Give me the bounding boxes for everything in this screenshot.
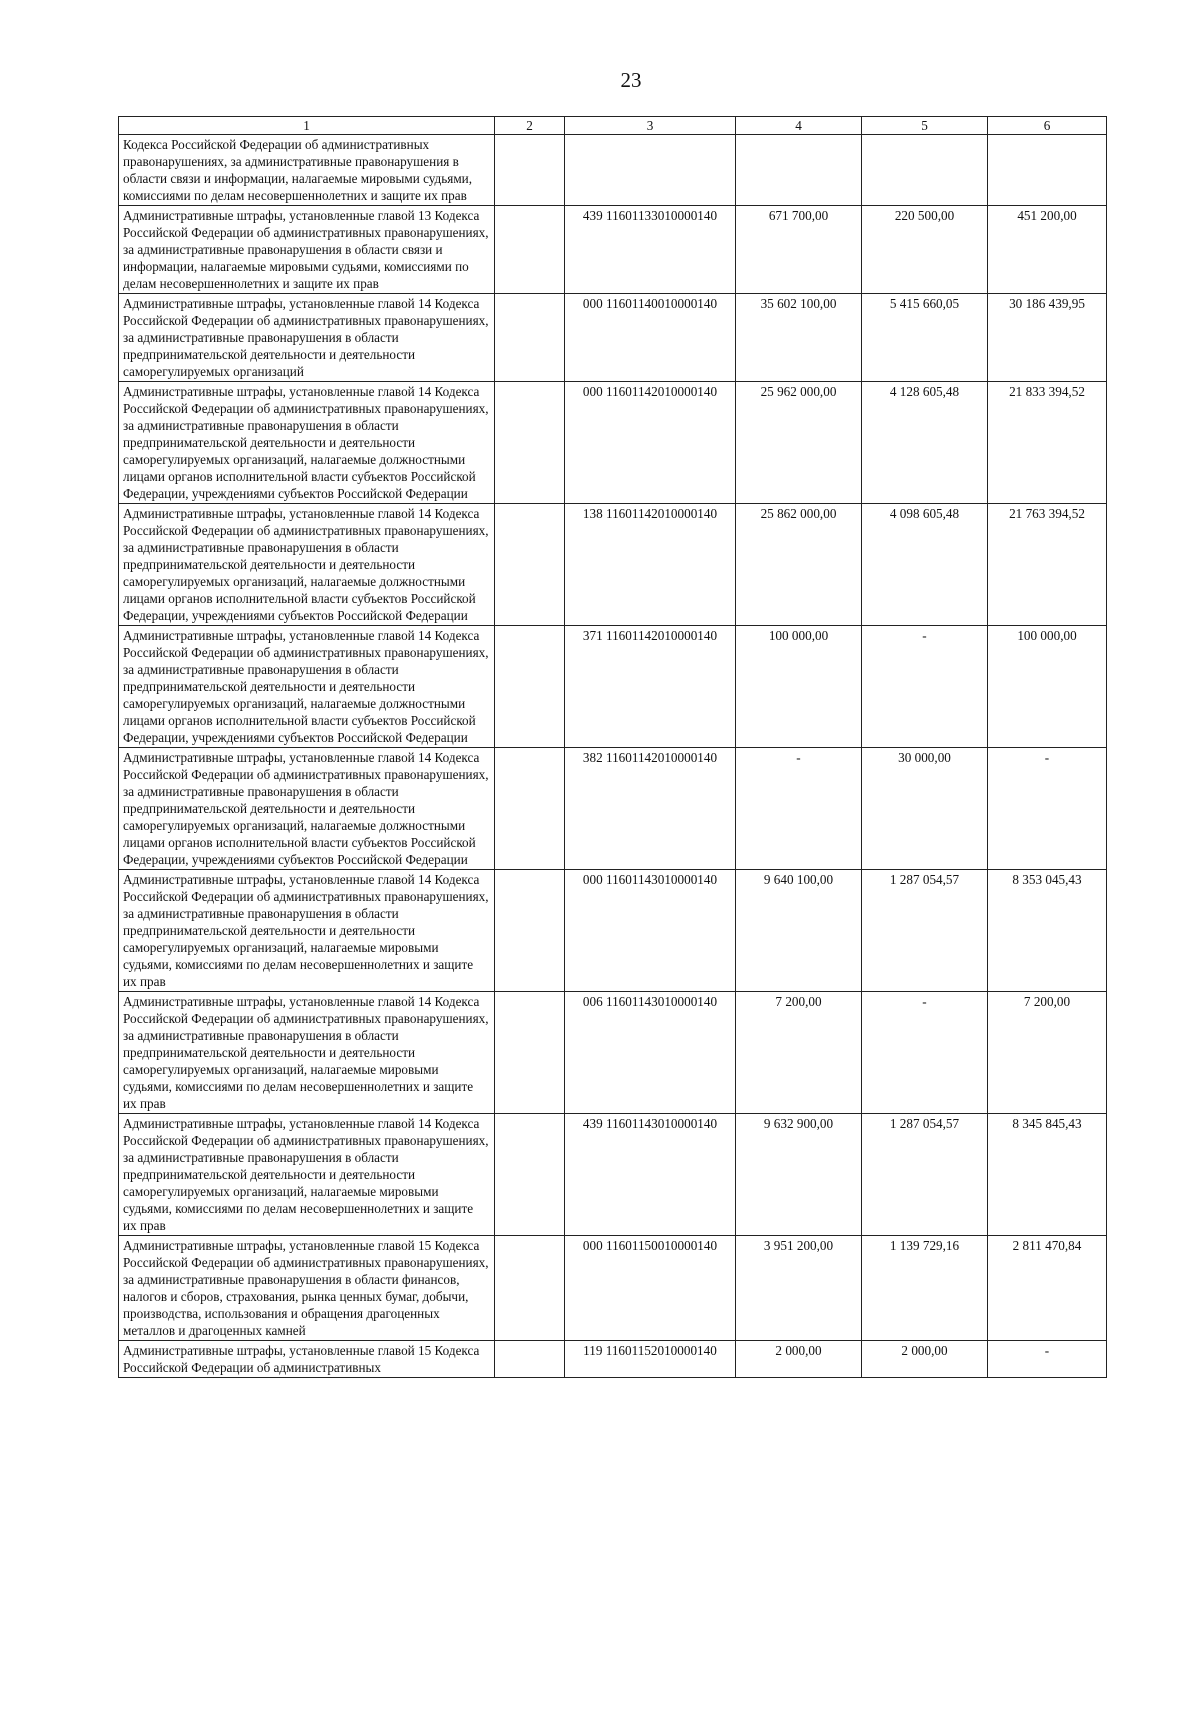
row-col5-value: 4 098 605,48 — [862, 504, 988, 626]
row-budget-code: 000 11601142010000140 — [565, 382, 736, 504]
row-budget-code: 138 11601142010000140 — [565, 504, 736, 626]
table-row — [119, 135, 1107, 206]
table-header-row — [119, 117, 1107, 135]
row-col2 — [495, 382, 565, 504]
row-description: Административные штрафы, установленные главой 14 Кодекса Российской Федерации об административных правонарушениях, за административные правонарушения в области предпринимательской деятельности и деятельности саморегулируемых организаций, налагаемые мировыми судьями, комиссиями по делам несовершеннолетних и защите их прав — [119, 870, 495, 992]
row-col5-value: - — [862, 626, 988, 748]
table-row — [119, 504, 1107, 626]
row-col2 — [495, 294, 565, 382]
row-description: Административные штрафы, установленные главой 14 Кодекса Российской Федерации об административных правонарушениях, за административные правонарушения в области предпринимательской деятельности и деятельности саморегулируемых организаций — [119, 294, 495, 382]
row-description: Административные штрафы, установленные главой 13 Кодекса Российской Федерации об административных правонарушениях, за административные правонарушения в области связи и информации, налагаемые мировыми судьями, комиссиями по делам несовершеннолетних и защите их прав — [119, 206, 495, 294]
row-col5-value: 4 128 605,48 — [862, 382, 988, 504]
row-col6-value: - — [988, 1341, 1107, 1378]
row-col4-value: 2 000,00 — [736, 1341, 862, 1378]
row-col2 — [495, 1341, 565, 1378]
row-description: Административные штрафы, установленные главой 14 Кодекса Российской Федерации об административных правонарушениях, за административные правонарушения в области предпринимательской деятельности и деятельности саморегулируемых организаций, налагаемые должностными лицами органов исполнительной власти субъектов Российской Федерации, учреждениями субъектов Российской Федерации — [119, 382, 495, 504]
row-col6-value: 21 833 394,52 — [988, 382, 1107, 504]
column-header: 3 — [565, 117, 736, 135]
row-col2 — [495, 1236, 565, 1341]
row-col4-value: 25 962 000,00 — [736, 382, 862, 504]
table-body — [119, 135, 1107, 1378]
row-col5-value — [862, 135, 988, 206]
row-col4-value: 7 200,00 — [736, 992, 862, 1114]
row-budget-code: 000 11601140010000140 — [565, 294, 736, 382]
column-header: 5 — [862, 117, 988, 135]
row-col5-value: - — [862, 992, 988, 1114]
data-table — [118, 116, 1107, 1378]
row-col6-value: 8 353 045,43 — [988, 870, 1107, 992]
row-description: Административные штрафы, установленные главой 14 Кодекса Российской Федерации об административных правонарушениях, за административные правонарушения в области предпринимательской деятельности и деятельности саморегулируемых организаций, налагаемые должностными лицами органов исполнительной власти субъектов Российской Федерации, учреждениями субъектов Российской Федерации — [119, 748, 495, 870]
row-col4-value: 100 000,00 — [736, 626, 862, 748]
row-col4-value: 25 862 000,00 — [736, 504, 862, 626]
row-col4-value: - — [736, 748, 862, 870]
row-budget-code: 000 11601150010000140 — [565, 1236, 736, 1341]
page-number: 23 — [620, 68, 642, 92]
row-col2 — [495, 748, 565, 870]
table-row — [119, 382, 1107, 504]
row-col4-value: 671 700,00 — [736, 206, 862, 294]
table-row — [119, 1341, 1107, 1378]
row-col6-value: 2 811 470,84 — [988, 1236, 1107, 1341]
row-col4-value: 9 640 100,00 — [736, 870, 862, 992]
table-row — [119, 1114, 1107, 1236]
row-col5-value: 1 287 054,57 — [862, 870, 988, 992]
row-col6-value: 8 345 845,43 — [988, 1114, 1107, 1236]
row-col6-value: 30 186 439,95 — [988, 294, 1107, 382]
row-col6-value — [988, 135, 1107, 206]
row-description: Административные штрафы, установленные главой 14 Кодекса Российской Федерации об административных правонарушениях, за административные правонарушения в области предпринимательской деятельности и деятельности саморегулируемых организаций, налагаемые мировыми судьями, комиссиями по делам несовершеннолетних и защите их прав — [119, 992, 495, 1114]
row-col2 — [495, 504, 565, 626]
row-col2 — [495, 135, 565, 206]
row-budget-code: 000 11601143010000140 — [565, 870, 736, 992]
row-col4-value: 35 602 100,00 — [736, 294, 862, 382]
row-budget-code: 382 11601142010000140 — [565, 748, 736, 870]
row-description: Административные штрафы, установленные главой 14 Кодекса Российской Федерации об административных правонарушениях, за административные правонарушения в области предпринимательской деятельности и деятельности саморегулируемых организаций, налагаемые должностными лицами органов исполнительной власти субъектов Российской Федерации, учреждениями субъектов Российской Федерации — [119, 504, 495, 626]
row-budget-code: 371 11601142010000140 — [565, 626, 736, 748]
row-description: Административные штрафы, установленные главой 15 Кодекса Российской Федерации об административных правонарушениях, за административные правонарушения в области финансов, налогов и сборов, страхования, рынка ценных бумаг, добычи, производства, использования и обращения драгоценных металлов и драгоценных камней — [119, 1236, 495, 1341]
row-col5-value: 30 000,00 — [862, 748, 988, 870]
table-row — [119, 206, 1107, 294]
row-col2 — [495, 206, 565, 294]
row-description: Административные штрафы, установленные главой 14 Кодекса Российской Федерации об административных правонарушениях, за административные правонарушения в области предпринимательской деятельности и деятельности саморегулируемых организаций, налагаемые должностными лицами органов исполнительной власти субъектов Российской Федерации, учреждениями субъектов Российской Федерации — [119, 626, 495, 748]
row-col2 — [495, 870, 565, 992]
column-header: 2 — [495, 117, 565, 135]
table-row — [119, 748, 1107, 870]
table-row — [119, 992, 1107, 1114]
row-col4-value: 3 951 200,00 — [736, 1236, 862, 1341]
row-budget-code: 439 11601133010000140 — [565, 206, 736, 294]
row-description: Административные штрафы, установленные главой 15 Кодекса Российской Федерации об административных — [119, 1341, 495, 1378]
row-col2 — [495, 626, 565, 748]
row-budget-code: 439 11601143010000140 — [565, 1114, 736, 1236]
row-budget-code: 119 11601152010000140 — [565, 1341, 736, 1378]
row-description: Административные штрафы, установленные главой 14 Кодекса Российской Федерации об административных правонарушениях, за административные правонарушения в области предпринимательской деятельности и деятельности саморегулируемых организаций, налагаемые мировыми судьями, комиссиями по делам несовершеннолетних и защите их прав — [119, 1114, 495, 1236]
column-header: 1 — [119, 117, 495, 135]
row-col4-value — [736, 135, 862, 206]
column-header: 6 — [988, 117, 1107, 135]
row-col5-value: 2 000,00 — [862, 1341, 988, 1378]
row-col5-value: 1 139 729,16 — [862, 1236, 988, 1341]
column-header: 4 — [736, 117, 862, 135]
row-col6-value: 7 200,00 — [988, 992, 1107, 1114]
row-col6-value: 21 763 394,52 — [988, 504, 1107, 626]
row-budget-code: 006 11601143010000140 — [565, 992, 736, 1114]
row-col5-value: 220 500,00 — [862, 206, 988, 294]
row-budget-code — [565, 135, 736, 206]
row-col5-value: 5 415 660,05 — [862, 294, 988, 382]
row-col4-value: 9 632 900,00 — [736, 1114, 862, 1236]
row-col6-value: 100 000,00 — [988, 626, 1107, 748]
table-row — [119, 870, 1107, 992]
row-col6-value: - — [988, 748, 1107, 870]
row-col6-value: 451 200,00 — [988, 206, 1107, 294]
row-col2 — [495, 992, 565, 1114]
row-col2 — [495, 1114, 565, 1236]
table-row — [119, 294, 1107, 382]
row-col5-value: 1 287 054,57 — [862, 1114, 988, 1236]
table-row — [119, 1236, 1107, 1341]
table-row — [119, 626, 1107, 748]
row-description: Кодекса Российской Федерации об административных правонарушениях, за административные правонарушения в области связи и информации, налагаемые мировыми судьями, комиссиями по делам несовершеннолетних и защите их прав — [119, 135, 495, 206]
